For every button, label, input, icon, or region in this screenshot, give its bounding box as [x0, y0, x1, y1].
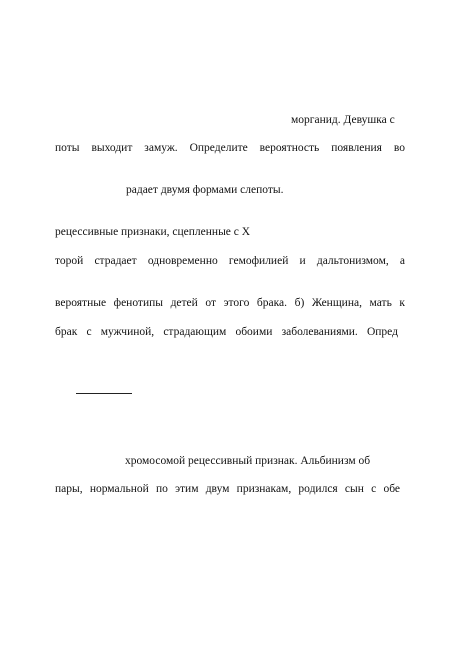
- text-line: морганид. Девушка с: [291, 114, 395, 126]
- text-line: вероятные фенотипы детей от этого брака. б) Женщина, мать к: [55, 297, 405, 309]
- text-line: поты выходит замуж. Определите вероятность появления во: [55, 142, 405, 154]
- text-line: рецессивные признаки, сцепленные с X: [55, 226, 251, 238]
- footnote-separator: [76, 393, 132, 394]
- text-line: торой страдает одновременно гемофилией и дальтонизмом, а: [55, 255, 405, 267]
- text-line: брак с мужчиной, страдающим обоими заболеваниями. Опред: [55, 326, 398, 338]
- text-line: пары, нормальной по этим двум признакам, родился сын с обе: [55, 483, 400, 495]
- text-line: радает двумя формами слепоты.: [126, 184, 284, 196]
- text-line: хромосомой рецессивный признак. Альбинизм об: [125, 455, 371, 467]
